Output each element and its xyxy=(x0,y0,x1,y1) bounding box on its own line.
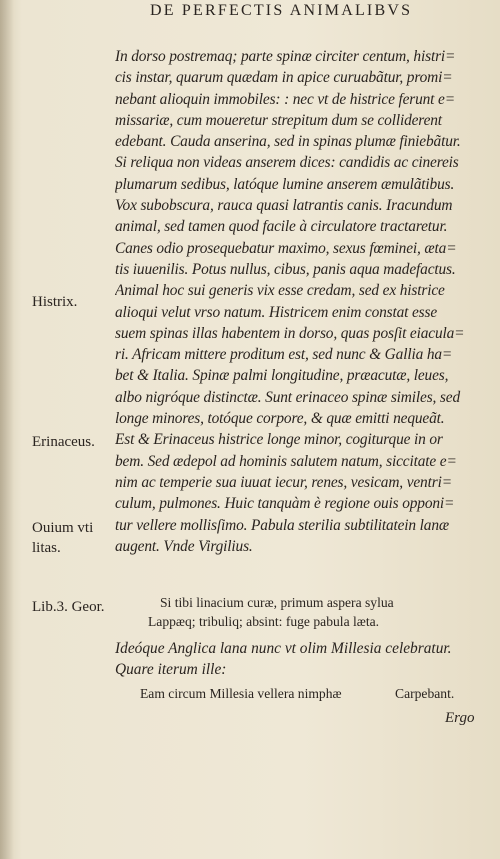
text-line: animal, sed tamen quod facile à circulatore tractaretur. xyxy=(115,218,448,236)
text-line: tur vellere mollisſimo. Pabula sterilia subtilitatein lanæ xyxy=(115,516,450,534)
text-line: Vox subobscura, rauca quasi latrantis canis. Iracundum xyxy=(115,197,453,215)
final-verse-line: Eam circum Millesia vellera nimphæ xyxy=(140,686,342,701)
text-line: edebant. Cauda anserina, sed in spinas plumæ finiebãtur. xyxy=(115,133,461,151)
final-verse-end: Carpebant. xyxy=(395,686,455,701)
text-line: Si reliqua non videas anserem dices: candidis ac cinereis xyxy=(115,154,459,172)
text-line: missariæ, cum moueretur strepitum dum se colliderent xyxy=(115,111,442,129)
text-line: bem. Sed ædepol ad hominis salutem natum, siccitate e= xyxy=(115,452,457,470)
text-line: nebant alioquin immobiles: : nec vt de histrice ferunt e= xyxy=(115,90,455,108)
margin-note-ouium-1: Ouium vti xyxy=(32,520,94,536)
text-line: longe minores, totóque corpore, & quæ emitti nequeãt. xyxy=(115,410,445,428)
text-line: augent. Vnde Virgilius. xyxy=(115,537,253,555)
text-line: nim ac temperie sua iuuat iecur, renes, vesicam, ventri= xyxy=(115,473,452,491)
verse-line-2: Lappæq; tribuliq; absint: fuge pabula læta. xyxy=(148,614,380,629)
running-head: DE PERFECTIS ANIMALIBVS xyxy=(150,2,413,19)
text-line: albo nigróque distinctæ. Sunt erinaceo spinæ similes, sed xyxy=(115,388,460,406)
margin-note-erinaceus: Erinaceus. xyxy=(32,434,95,450)
text-line: Animal hoc sui generis vix esse credam, sed ex histrice xyxy=(115,282,445,300)
verse-line-1: Si tibi linacium curæ, primum aspera sylua xyxy=(160,595,394,610)
text-line: cis instar, quarum quædam in apice curuabãtur, promi= xyxy=(115,69,453,87)
text-line: Est & Erinaceus histrice longe minor, cogiturque in or xyxy=(115,431,443,449)
text-line: ri. Africam mittere proditum est, sed nunc & Gallia ha= xyxy=(115,346,453,364)
after-verse-line-1: Ideóque Anglica lana nunc vt olim Millesia celebratur. xyxy=(115,640,452,657)
margin-note-histrix: Histrix. xyxy=(32,294,78,310)
text-line: In dorso postremaq; parte spinæ circiter centum, histri= xyxy=(115,48,456,65)
text-line: plumarum sedibus, latóque lumine anserem æmulãtibus. xyxy=(115,175,455,193)
text-line: suem spinas illas habentem in dorso, quas posſit eiacula= xyxy=(115,324,465,342)
margin-note-ouium-2: litas. xyxy=(32,540,61,556)
margin-note-georgics: Lib.3. Geor. xyxy=(32,599,105,615)
text-line: culum, pulmones. Huic tanquàm è regione ouis opponi= xyxy=(115,495,455,513)
text-line: alioqui velut vrso natum. Histricem enim constat esse xyxy=(115,303,438,321)
main-text-block xyxy=(115,46,487,557)
gutter-shadow xyxy=(0,0,14,859)
catchword: Ergo xyxy=(445,710,475,726)
after-verse-line-2: Quare iterum ille: xyxy=(115,661,227,678)
text-line: tis iuuenilis. Potus nullus, cibus, panis aqua madefactus. xyxy=(115,260,456,278)
text-line: bet & Italia. Spinæ palmi longitudine, præacutæ, leues, xyxy=(115,367,449,385)
text-line: Canes odio prosequebatur maximo, sexus fœminei, æta= xyxy=(115,239,457,257)
